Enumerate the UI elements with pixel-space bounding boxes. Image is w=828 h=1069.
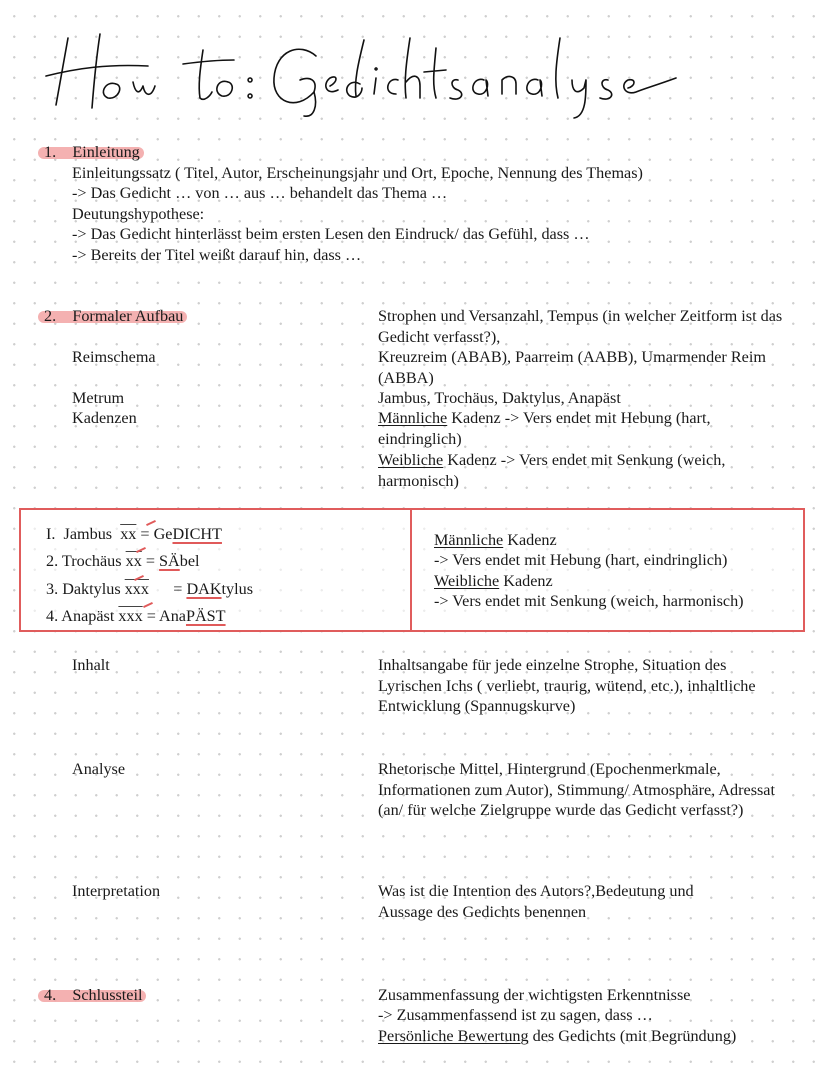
box-kadenz-maennlich-line: -> Vers endet mit Hebung (hart, eindringlich) <box>434 551 728 569</box>
schlussteil-line-1: Zusammenfassung der wichtigsten Erkenntnisse <box>378 986 691 1004</box>
section-schlussteil-heading: 4. Schlussteil <box>44 986 143 1004</box>
metrum-item-daktylus: 3. Daktylus $\overline{xxx}$ = DAKtylus <box>46 580 253 598</box>
einleitung-line-1: Einleitungssatz ( Titel, Autor, Erscheinungsjahr und Ort, Epoche, Nennung des Themas) <box>72 164 643 182</box>
analyse-label: Analyse <box>72 760 126 778</box>
box-kadenz-weiblich: Weibliche Kadenz <box>434 572 553 590</box>
reimschema-desc: Kreuzreim (ABAB), Paarreim (AABB), Umarmender Reim (ABBA) <box>378 348 766 387</box>
section-formaler-aufbau-heading: 2. Formaler Aufbau <box>44 307 184 325</box>
box-kadenz-weiblich-line: -> Vers endet mit Senkung (weich, harmonisch) <box>434 592 744 610</box>
einleitung-line-3: Deutungshypothese: <box>72 205 205 223</box>
einleitung-line-4: -> Das Gedicht hinterlässt beim ersten Lesen den Eindruck/ das Gefühl, dass … <box>72 225 590 243</box>
kadenz-weiblich-desc: Weibliche Kadenz -> Vers endet mit Senkung (weich, harmonisch) <box>378 451 726 490</box>
einleitung-line-2: -> Das Gedicht … von … aus … behandelt das Thema … <box>72 184 448 202</box>
schlussteil-line-3: Persönliche Bewertung des Gedichts (mit Begründung) <box>378 1027 737 1045</box>
analyse-desc: Rhetorische Mittel, Hintergrund (Epochenmerkmale, Informationen zum Autor), Stimmung/ Atmosphäre, Adressat (an/ für welche Zielgruppe wurde das Gedicht verfasst?) <box>378 760 775 819</box>
inhalt-desc: Inhaltsangabe für jede einzelne Strophe, Situation des Lyrischen Ichs ( verliebt, traurig, wütend, etc.), inhaltliche Entwicklung (Spannugskurve) <box>378 656 756 715</box>
metrum-desc: Jambus, Trochäus, Daktylus, Anapäst <box>378 389 621 407</box>
kadenz-maennlich-desc: Männliche Kadenz -> Vers endet mit Hebung (hart, eindringlich) <box>378 409 711 448</box>
formaler-aufbau-desc: Strophen und Versanzahl, Tempus (in welcher Zeitform ist das Gedicht verfasst?), <box>378 307 783 346</box>
metrum-item-trochaeus: 2. Trochäus $\overline{xx}$ = SÄbel <box>46 552 200 570</box>
metrum-label: Metrum <box>72 389 125 407</box>
box-kadenz-maennlich: Männliche Kadenz <box>434 531 557 549</box>
inhalt-label: Inhalt <box>72 656 110 674</box>
metrum-item-jambus: I. Jambus $\overline{xx}$ = GeDICHT <box>46 525 222 543</box>
kadenzen-label: Kadenzen <box>72 409 137 427</box>
handwritten-title <box>38 20 688 120</box>
interpretation-label: Interpretation <box>72 882 161 900</box>
interpretation-desc: Was ist die Intention des Autors?,Bedeutung und Aussage des Gedichts benennen <box>378 882 694 921</box>
section-einleitung-heading: 1. Einleitung <box>44 143 140 161</box>
metrum-item-anapaest: 4. Anapäst $\overline{xxx}$ = AnaPÄST <box>46 607 226 625</box>
box-divider <box>410 508 412 632</box>
schlussteil-line-2: -> Zusammenfassend ist zu sagen, dass … <box>378 1006 653 1024</box>
reimschema-label: Reimschema <box>72 348 156 366</box>
einleitung-line-5: -> Bereits der Titel weißt darauf hin, dass … <box>72 246 362 264</box>
